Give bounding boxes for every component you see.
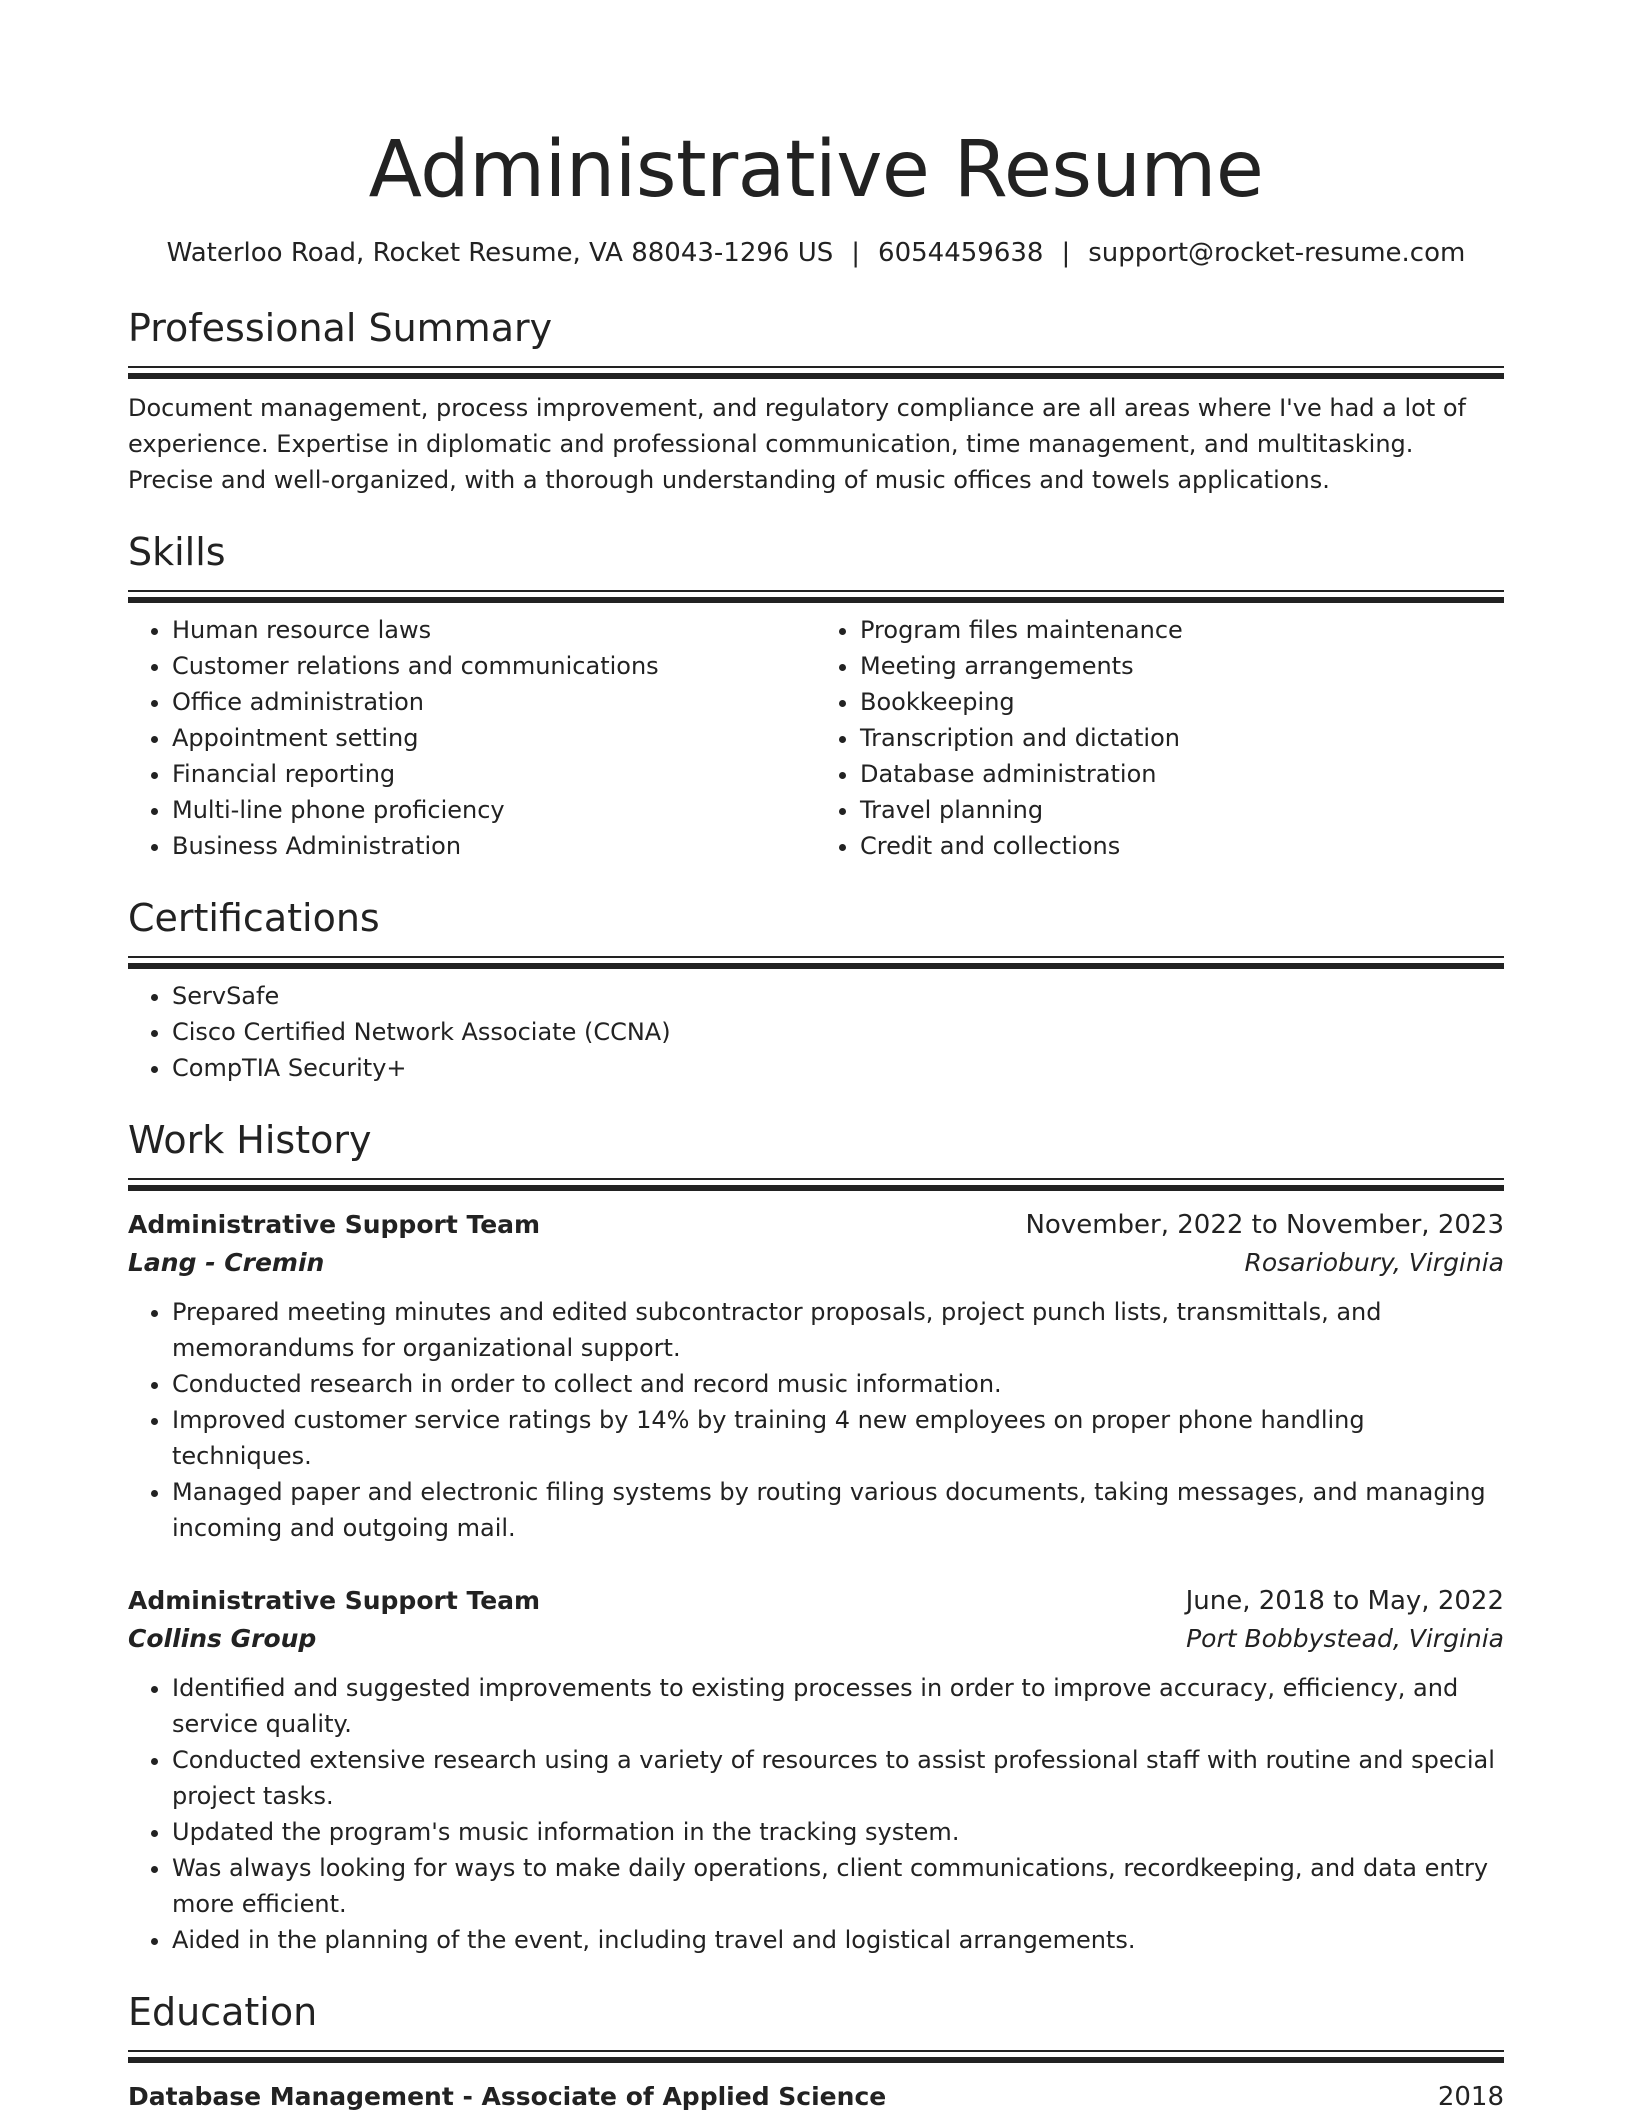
summary-heading: Professional Summary: [128, 306, 553, 350]
list-item: • Managed paper and electronic filing systems by routing various documents, taking messages, and managing incoming and outgoing mail.: [172, 1474, 1504, 1546]
list-item: • Human resource laws: [172, 612, 816, 648]
list-item: • Travel planning: [860, 792, 1504, 828]
section-divider: [128, 956, 1504, 970]
list-item: • Aided in the planning of the event, including travel and logistical arrangements.: [172, 1922, 1504, 1958]
list-item: • CompTIA Security+: [172, 1050, 1504, 1086]
list-item: • Improved customer service ratings by 14% by training 4 new employees on proper phone handling techniques.: [172, 1402, 1504, 1474]
certifications-section: [128, 894, 1504, 1086]
list-item: • Customer relations and communications: [172, 648, 816, 684]
job-entry: [128, 1582, 1504, 1958]
list-item: • Updated the program's music information in the tracking system.: [172, 1814, 1504, 1850]
list-item: • Appointment setting: [172, 720, 816, 756]
summary-section: [128, 304, 1504, 498]
list-item: • Transcription and dictation: [860, 720, 1504, 756]
list-item: • Business Administration: [172, 828, 816, 864]
job-dates: June, 2018 to May, 2022: [1185, 1586, 1504, 1616]
work-history-heading: Work History: [128, 1118, 372, 1162]
contact-separator: |: [851, 238, 861, 268]
skills-list-right: [816, 612, 1504, 864]
education-heading: Education: [128, 1990, 318, 2034]
section-divider: [128, 590, 1504, 604]
job-dates: November, 2022 to November, 2023: [1025, 1210, 1504, 1240]
list-item: • Conducted extensive research using a variety of resources to assist professional staff with routine and special project tasks.: [172, 1742, 1504, 1814]
contact-phone: 6054459638: [878, 238, 1044, 268]
list-item: • Conducted research in order to collect and record music information.: [172, 1366, 1504, 1402]
list-item: • Meeting arrangements: [860, 648, 1504, 684]
certifications-list: [128, 978, 1504, 1086]
job-bullets: [128, 1294, 1504, 1546]
list-item: • Financial reporting: [172, 756, 816, 792]
skills-columns: [128, 612, 1504, 864]
contact-separator: |: [1061, 238, 1071, 268]
list-item: • Prepared meeting minutes and edited subcontractor proposals, project punch lists, transmittals, and memorandums for organizational support.: [172, 1294, 1504, 1366]
list-item: • Cisco Certified Network Associate (CCNA): [172, 1014, 1504, 1050]
resume-title: Administrative Resume: [368, 125, 1264, 215]
section-divider: [128, 2050, 1504, 2064]
skills-heading: Skills: [128, 530, 226, 574]
list-item: • Program files maintenance: [860, 612, 1504, 648]
list-item: • Database administration: [860, 756, 1504, 792]
skills-section: [128, 528, 1504, 864]
education-section: [128, 1988, 1504, 2116]
certifications-heading: Certifications: [128, 896, 380, 940]
job-entry: [128, 1206, 1504, 1546]
skills-list-left: [128, 612, 816, 864]
contact-line: [128, 236, 1504, 270]
section-divider: [128, 1178, 1504, 1192]
section-divider: [128, 366, 1504, 380]
list-item: • Bookkeeping: [860, 684, 1504, 720]
list-item: • Identified and suggested improvements to existing processes in order to improve accuracy, efficiency, and service quality.: [172, 1670, 1504, 1742]
job-role: Administrative Support Team: [128, 1586, 541, 1615]
list-item: • ServSafe: [172, 978, 1504, 1014]
contact-email: support@rocket-resume.com: [1088, 238, 1466, 268]
education-degree: Database Management - Associate of Applied Science: [128, 2082, 887, 2111]
summary-text: Document management, process improvement, and regulatory compliance are all areas where I've had a lot of experience. Expertise in diplomatic and professional communication, time management, and multitasking. Precise and well-organized, with a thorough understanding of music offices and towels applications.: [128, 394, 1466, 494]
list-item: • Credit and collections: [860, 828, 1504, 864]
work-history-section: [128, 1116, 1504, 1958]
list-item: • Multi-line phone proficiency: [172, 792, 816, 828]
job-company: Lang - Cremin: [128, 1248, 325, 1277]
list-item: • Was always looking for ways to make daily operations, client communications, recordkeeping, and data entry more efficient.: [172, 1850, 1504, 1922]
contact-address: Waterloo Road, Rocket Resume, VA 88043-1296 US: [166, 238, 834, 268]
job-role: Administrative Support Team: [128, 1210, 541, 1239]
job-location: Port Bobbystead, Virginia: [1186, 1624, 1504, 1653]
job-location: Rosariobury, Virginia: [1244, 1248, 1504, 1277]
job-company: Collins Group: [128, 1624, 317, 1653]
education-year: 2018: [1437, 2082, 1504, 2112]
list-item: • Office administration: [172, 684, 816, 720]
job-bullets: [128, 1670, 1504, 1958]
